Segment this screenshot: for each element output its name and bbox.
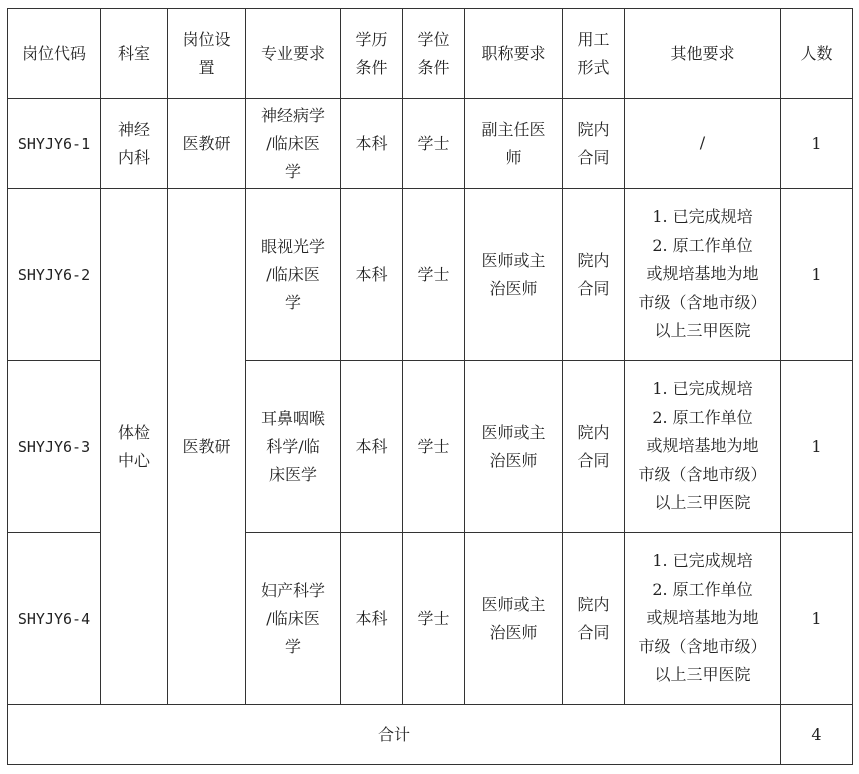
table-row [8,99,853,189]
title: 医师或主 治医师 [465,189,563,361]
header-employ: 用工 形式 [563,9,625,99]
setting-merged: 医教研 [168,189,246,705]
dept-merged: 体检 中心 [101,189,168,705]
header-major: 专业要求 [246,9,341,99]
header-title: 职称要求 [465,9,563,99]
header-dept: 科室 [101,9,168,99]
edu: 本科 [341,533,403,705]
degree: 学士 [403,99,465,189]
header-setting: 岗位设 置 [168,9,246,99]
header-edu: 学历 条件 [341,9,403,99]
other-req: 1. 已完成规培 2. 原工作单位 或规培基地为地 市级（含地市级） 以上三甲医院 [625,189,781,361]
degree: 学士 [403,189,465,361]
post-code: SHYJY6-1 [8,99,101,189]
degree: 学士 [403,533,465,705]
major: 妇产科学 /临床医 学 [246,533,341,705]
table-row [8,189,853,361]
degree: 学士 [403,361,465,533]
title: 副主任医 师 [465,99,563,189]
header-row [8,9,853,99]
setting: 医教研 [168,99,246,189]
edu: 本科 [341,189,403,361]
count: 1 [781,189,853,361]
total-label: 合计 [8,705,781,765]
total-row [8,705,853,765]
other-req: 1. 已完成规培 2. 原工作单位 或规培基地为地 市级（含地市级） 以上三甲医院 [625,361,781,533]
employ: 院内 合同 [563,189,625,361]
post-code: SHYJY6-4 [8,533,101,705]
dept: 神经 内科 [101,99,168,189]
count: 1 [781,99,853,189]
post-code: SHYJY6-3 [8,361,101,533]
major: 神经病学 /临床医 学 [246,99,341,189]
header-other: 其他要求 [625,9,781,99]
count: 1 [781,533,853,705]
total-count: 4 [781,705,853,765]
major: 眼视光学 /临床医 学 [246,189,341,361]
major: 耳鼻咽喉 科学/临 床医学 [246,361,341,533]
recruitment-table [7,8,853,765]
other-req: / [625,99,781,189]
header-degree: 学位 条件 [403,9,465,99]
title: 医师或主 治医师 [465,533,563,705]
employ: 院内 合同 [563,99,625,189]
post-code: SHYJY6-2 [8,189,101,361]
employ: 院内 合同 [563,361,625,533]
title: 医师或主 治医师 [465,361,563,533]
edu: 本科 [341,361,403,533]
header-count: 人数 [781,9,853,99]
edu: 本科 [341,99,403,189]
count: 1 [781,361,853,533]
employ: 院内 合同 [563,533,625,705]
header-code: 岗位代码 [8,9,101,99]
other-req: 1. 已完成规培 2. 原工作单位 或规培基地为地 市级（含地市级） 以上三甲医院 [625,533,781,705]
